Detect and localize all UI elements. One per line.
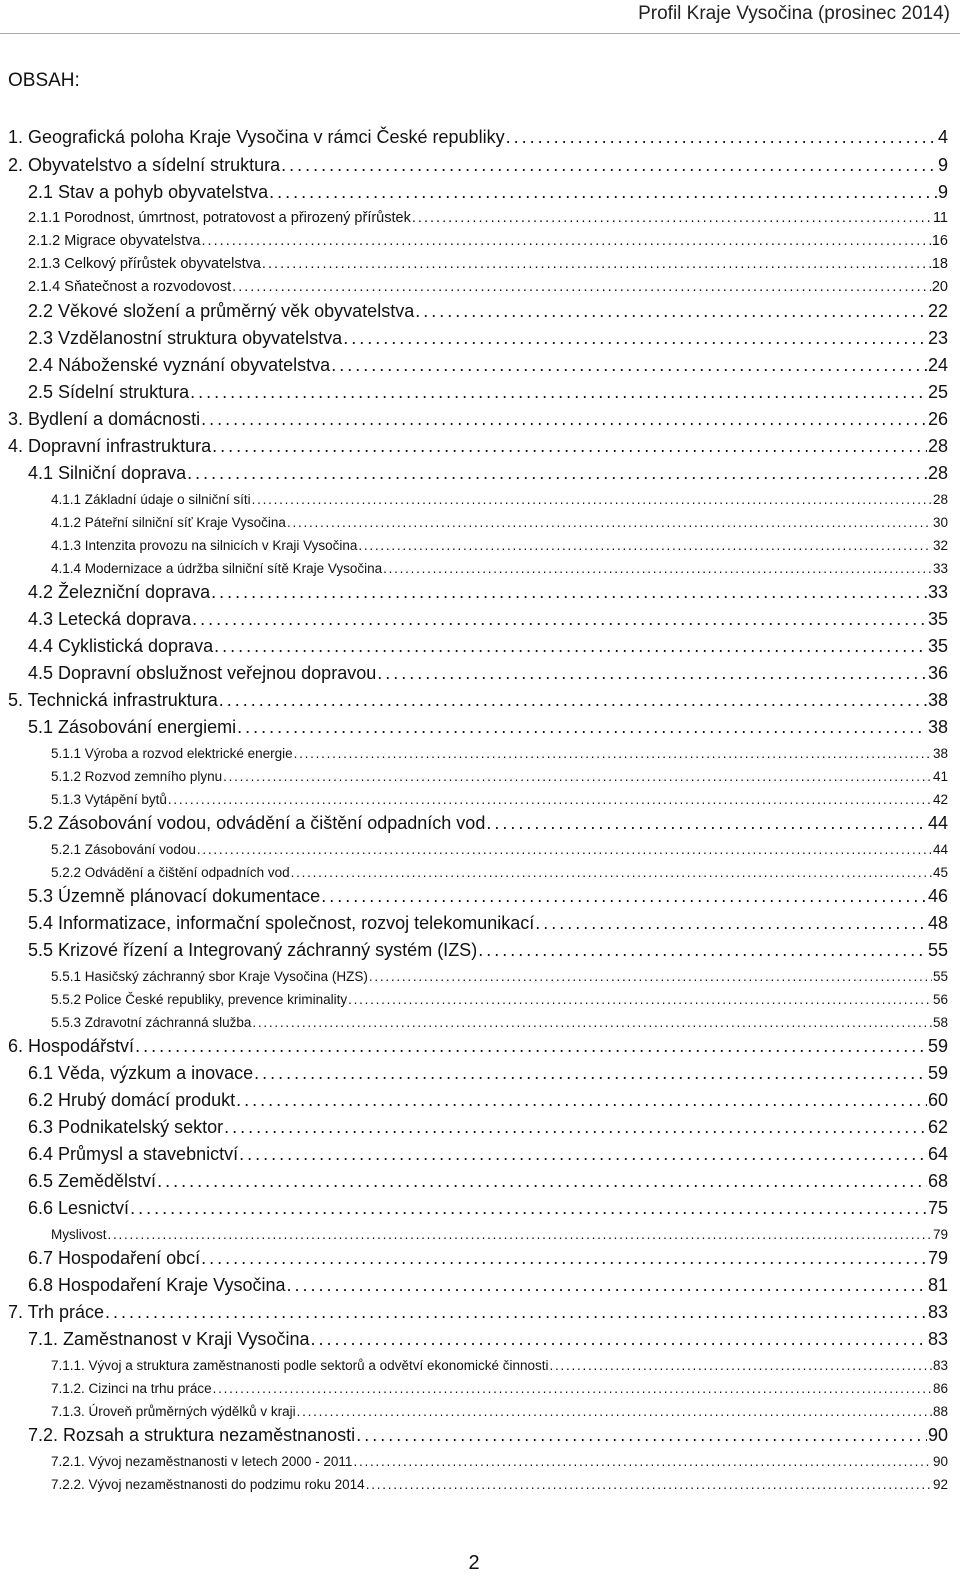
- toc-entry-page: 28: [927, 436, 948, 456]
- toc-entry-page: 35: [927, 609, 948, 629]
- toc-entry[interactable]: [0, 834, 948, 857]
- toc-leader-dots: [190, 382, 927, 403]
- toc-entry-label: 5.5 Krizové řízení a Integrovaný záchranný systém (IZS): [28, 940, 478, 960]
- toc-entry[interactable]: [0, 322, 948, 349]
- toc-entry[interactable]: [0, 1323, 948, 1350]
- toc-entry-page: 23: [927, 328, 948, 348]
- toc-entry[interactable]: [0, 148, 948, 176]
- toc-leader-dots: [130, 1198, 927, 1219]
- toc-leader-dots: [262, 256, 931, 272]
- toc-entry-page: 68: [927, 1171, 948, 1191]
- table-of-contents: [0, 120, 948, 1492]
- toc-entry-label: 6.7 Hospodaření obcí: [28, 1248, 201, 1268]
- toc-entry-label: 2.3 Vzdělanostní struktura obyvatelstva: [28, 328, 343, 348]
- toc-entry-page: 92: [932, 1477, 948, 1492]
- toc-leader-dots: [224, 1117, 927, 1138]
- toc-leader-dots: [415, 301, 927, 322]
- toc-entry-label: 7.1.2. Cizinci na trhu práce: [51, 1381, 212, 1396]
- toc-leader-dots: [343, 328, 927, 349]
- toc-entry-label: 2.1.3 Celkový přírůstek obyvatelstva: [28, 256, 261, 272]
- toc-entry[interactable]: [0, 1396, 948, 1419]
- toc-entry-label: 7. Trh práce: [8, 1302, 105, 1322]
- toc-leader-dots: [286, 1275, 926, 1296]
- toc-entry[interactable]: [0, 430, 948, 457]
- toc-entry-page: 24: [927, 355, 948, 375]
- toc-entry-label: 6.2 Hrubý domácí produkt: [28, 1090, 236, 1110]
- toc-entry-page: 9: [937, 182, 948, 202]
- toc-leader-dots: [412, 210, 932, 226]
- toc-entry-page: 38: [927, 690, 948, 710]
- toc-entry-label: 4.1 Silniční doprava: [28, 463, 187, 483]
- toc-entry[interactable]: [0, 272, 948, 295]
- toc-entry[interactable]: [0, 630, 948, 657]
- toc-entry[interactable]: [0, 711, 948, 738]
- toc-entry-label: 5.2.2 Odvádění a čištění odpadních vod: [51, 865, 290, 880]
- toc-entry-label: 5.5.2 Police České republiky, prevence kriminality: [51, 992, 348, 1007]
- toc-entry[interactable]: [0, 984, 948, 1007]
- toc-entry[interactable]: [0, 1446, 948, 1469]
- toc-entry[interactable]: [0, 603, 948, 630]
- toc-entry-label: 7.2. Rozsah a struktura nezaměstnanosti: [28, 1425, 356, 1445]
- toc-entry-page: 35: [927, 636, 948, 656]
- toc-entry-page: 42: [932, 792, 948, 807]
- toc-entry-label: 5.4 Informatizace, informační společnost, rozvoj telekomunikací: [28, 913, 535, 933]
- toc-leader-dots: [358, 538, 932, 553]
- toc-entry[interactable]: [0, 1165, 948, 1192]
- toc-entry[interactable]: [0, 530, 948, 553]
- toc-entry[interactable]: [0, 349, 948, 376]
- toc-entry-page: 64: [927, 1144, 948, 1164]
- toc-entry[interactable]: [0, 120, 948, 148]
- toc-entry-label: 7.1. Zaměstnanost v Kraji Vysočina: [28, 1329, 310, 1349]
- toc-entry[interactable]: [0, 880, 948, 907]
- toc-entry[interactable]: [0, 657, 948, 684]
- toc-leader-dots: [294, 746, 932, 761]
- toc-entry[interactable]: [0, 1219, 948, 1242]
- toc-entry-page: 55: [932, 969, 948, 984]
- toc-entry[interactable]: [0, 857, 948, 880]
- toc-entry-label: 5.2.1 Zásobování vodou: [51, 842, 196, 857]
- toc-entry-page: 44: [932, 842, 948, 857]
- toc-entry-page: 33: [927, 582, 948, 602]
- toc-entry[interactable]: [0, 295, 948, 322]
- toc-entry-label: 5.1.3 Vytápění bytů: [51, 792, 167, 807]
- toc-entry-label: 4. Dopravní infrastruktura: [8, 436, 212, 456]
- toc-entry-label: 2.1.4 Sňatečnost a rozvodovost: [28, 279, 232, 295]
- toc-leader-dots: [550, 1358, 932, 1373]
- toc-entry[interactable]: [0, 1007, 948, 1030]
- toc-entry-label: 2.5 Sídelní struktura: [28, 382, 190, 402]
- toc-leader-dots: [486, 813, 927, 834]
- toc-entry-page: 32: [932, 538, 948, 553]
- toc-entry-label: 4.4 Cyklistická doprava: [28, 636, 214, 656]
- toc-entry[interactable]: [0, 1057, 948, 1084]
- toc-leader-dots: [348, 992, 932, 1007]
- toc-entry-page: 86: [932, 1381, 948, 1396]
- toc-entry-label: 4.1.1 Základní údaje o silniční síti: [51, 492, 251, 507]
- toc-entry-label: 4.1.4 Modernizace a údržba silniční sítě Kraje Vysočina: [51, 561, 383, 576]
- toc-entry-page: 44: [927, 813, 948, 833]
- toc-entry-label: 7.1.1. Vývoj a struktura zaměstnanosti podle sektorů a odvětví ekonomické činnosti: [51, 1358, 549, 1373]
- toc-entry-page: 55: [927, 940, 948, 960]
- toc-leader-dots: [212, 436, 927, 457]
- toc-entry-label: 2.1.1 Porodnost, úmrtnost, potratovost a přirozený přírůstek: [28, 210, 411, 226]
- toc-entry-page: 30: [932, 515, 948, 530]
- toc-leader-dots: [369, 969, 932, 984]
- toc-leader-dots: [291, 865, 932, 880]
- header-divider: [0, 33, 960, 34]
- toc-entry[interactable]: [0, 203, 948, 226]
- toc-leader-dots: [232, 279, 931, 295]
- toc-entry-label: 5. Technická infrastruktura: [8, 690, 218, 710]
- toc-entry[interactable]: [0, 553, 948, 576]
- toc-entry-label: 5.1.1 Výroba a rozvod elektrické energie: [51, 746, 293, 761]
- toc-entry-label: 5.2 Zásobování vodou, odvádění a čištění odpadních vod: [28, 813, 486, 833]
- toc-leader-dots: [506, 127, 937, 148]
- toc-entry[interactable]: [0, 457, 948, 484]
- toc-entry-page: 18: [931, 256, 948, 272]
- toc-entry-page: 79: [927, 1248, 948, 1268]
- toc-entry[interactable]: [0, 684, 948, 711]
- toc-leader-dots: [281, 155, 937, 176]
- toc-leader-dots: [321, 886, 927, 907]
- toc-entry-page: 28: [927, 463, 948, 483]
- toc-entry[interactable]: [0, 1138, 948, 1165]
- toc-entry-page: 45: [932, 865, 948, 880]
- toc-entry-label: 4.1.3 Intenzita provozu na silnicích v Kraji Vysočina: [51, 538, 358, 553]
- toc-entry[interactable]: [0, 784, 948, 807]
- toc-leader-dots: [366, 1477, 932, 1492]
- toc-entry-page: 59: [927, 1063, 948, 1083]
- toc-entry-label: 4.3 Letecká doprava: [28, 609, 192, 629]
- toc-leader-dots: [157, 1171, 927, 1192]
- toc-leader-dots: [535, 913, 927, 934]
- toc-entry[interactable]: [0, 1373, 948, 1396]
- toc-entry-page: 22: [927, 301, 948, 321]
- toc-entry-label: 4.5 Dopravní obslužnost veřejnou dopravou: [28, 663, 377, 683]
- toc-entry[interactable]: [0, 1030, 948, 1057]
- toc-entry-page: 79: [932, 1227, 948, 1242]
- toc-entry[interactable]: [0, 1296, 948, 1323]
- toc-leader-dots: [356, 1425, 927, 1446]
- toc-title: OBSAH:: [8, 70, 80, 91]
- toc-entry-page: 38: [927, 717, 948, 737]
- toc-entry-page: 9: [937, 155, 948, 175]
- toc-leader-dots: [383, 561, 932, 576]
- toc-leader-dots: [187, 463, 927, 484]
- toc-entry[interactable]: [0, 1269, 948, 1296]
- toc-entry-label: Myslivost: [51, 1227, 107, 1242]
- toc-leader-dots: [252, 492, 932, 507]
- toc-entry[interactable]: [0, 176, 948, 203]
- toc-entry[interactable]: [0, 576, 948, 603]
- toc-entry[interactable]: [0, 1350, 948, 1373]
- toc-entry-label: 6.3 Podnikatelský sektor: [28, 1117, 224, 1137]
- toc-entry-page: 41: [932, 769, 948, 784]
- toc-entry-page: 26: [927, 409, 948, 429]
- page-number: 2: [468, 1552, 480, 1574]
- toc-entry[interactable]: [0, 1469, 948, 1492]
- toc-leader-dots: [331, 355, 927, 376]
- toc-entry-page: 46: [927, 886, 948, 906]
- toc-entry-label: 2.2 Věkové složení a průměrný věk obyvatelstva: [28, 301, 415, 321]
- toc-entry[interactable]: [0, 249, 948, 272]
- toc-entry-page: 36: [927, 663, 948, 683]
- toc-leader-dots: [105, 1302, 927, 1323]
- toc-entry[interactable]: [0, 507, 948, 530]
- toc-leader-dots: [478, 940, 927, 961]
- toc-entry[interactable]: [0, 376, 948, 403]
- toc-entry-label: 7.2.1. Vývoj nezaměstnanosti v letech 2000 - 2011: [51, 1454, 353, 1469]
- toc-leader-dots: [237, 717, 927, 738]
- toc-entry-page: 81: [927, 1275, 948, 1295]
- toc-leader-dots: [297, 1404, 932, 1419]
- toc-leader-dots: [353, 1454, 932, 1469]
- toc-entry-label: 2.1 Stav a pohyb obyvatelstva: [28, 182, 269, 202]
- toc-leader-dots: [108, 1227, 932, 1242]
- toc-leader-dots: [213, 1381, 932, 1396]
- toc-leader-dots: [201, 409, 927, 430]
- toc-entry-page: 83: [932, 1358, 948, 1373]
- toc-entry-label: 1. Geografická poloha Kraje Vysočina v rámci České republiky: [8, 127, 505, 147]
- toc-entry-label: 6. Hospodářství: [8, 1036, 135, 1056]
- toc-leader-dots: [377, 663, 927, 684]
- toc-entry-label: 6.1 Věda, výzkum a inovace: [28, 1063, 254, 1083]
- toc-entry-page: 59: [927, 1036, 948, 1056]
- toc-leader-dots: [287, 515, 932, 530]
- toc-entry[interactable]: [0, 934, 948, 961]
- toc-leader-dots: [219, 690, 927, 711]
- toc-entry-page: 38: [932, 746, 948, 761]
- toc-entry-label: 7.1.3. Úroveň průměrných výdělků v kraji: [51, 1404, 296, 1419]
- toc-entry-page: 20: [931, 279, 948, 295]
- toc-entry-label: 6.5 Zemědělství: [28, 1171, 157, 1191]
- toc-leader-dots: [211, 582, 927, 603]
- toc-entry[interactable]: [0, 1084, 948, 1111]
- toc-entry-label: 2. Obyvatelstvo a sídelní struktura: [8, 155, 281, 175]
- page-header-title: Profil Kraje Vysočina (prosinec 2014): [638, 3, 950, 24]
- toc-entry-label: 4.2 Železniční doprava: [28, 582, 211, 602]
- toc-entry-label: 7.2.2. Vývoj nezaměstnanosti do podzimu roku 2014: [51, 1477, 365, 1492]
- toc-entry-label: 6.6 Lesnictví: [28, 1198, 130, 1218]
- toc-entry-page: 60: [927, 1090, 948, 1110]
- toc-entry[interactable]: [0, 961, 948, 984]
- toc-leader-dots: [135, 1036, 927, 1057]
- toc-leader-dots: [269, 182, 937, 203]
- toc-entry-page: 56: [932, 992, 948, 1007]
- toc-entry[interactable]: [0, 226, 948, 249]
- toc-leader-dots: [214, 636, 927, 657]
- toc-leader-dots: [236, 1090, 927, 1111]
- toc-entry-label: 5.5.1 Hasičský záchranný sbor Kraje Vysočina (HZS): [51, 969, 368, 984]
- toc-entry-label: 4.1.2 Páteřní silniční síť Kraje Vysočina: [51, 515, 286, 530]
- toc-leader-dots: [201, 233, 930, 249]
- toc-leader-dots: [310, 1329, 927, 1350]
- toc-leader-dots: [239, 1144, 927, 1165]
- toc-leader-dots: [223, 769, 932, 784]
- toc-entry-label: 5.1 Zásobování energiemi: [28, 717, 237, 737]
- toc-entry-label: 3. Bydlení a domácnosti: [8, 409, 201, 429]
- toc-leader-dots: [201, 1248, 927, 1269]
- toc-leader-dots: [197, 842, 932, 857]
- toc-entry-label: 5.3 Územně plánovací dokumentace: [28, 886, 321, 906]
- toc-entry[interactable]: [0, 761, 948, 784]
- toc-entry-page: 75: [927, 1198, 948, 1218]
- toc-entry-page: 28: [932, 492, 948, 507]
- toc-entry-page: 83: [927, 1329, 948, 1349]
- toc-entry[interactable]: [0, 1242, 948, 1269]
- toc-entry-label: 6.4 Průmysl a stavebnictví: [28, 1144, 239, 1164]
- toc-entry[interactable]: [0, 738, 948, 761]
- toc-entry-label: 6.8 Hospodaření Kraje Vysočina: [28, 1275, 286, 1295]
- toc-entry[interactable]: [0, 1111, 948, 1138]
- toc-entry-page: 90: [927, 1425, 948, 1445]
- toc-entry-page: 16: [931, 233, 948, 249]
- toc-entry-label: 2.1.2 Migrace obyvatelstva: [28, 233, 201, 249]
- toc-entry-page: 11: [932, 210, 948, 226]
- toc-leader-dots: [192, 609, 927, 630]
- toc-entry-page: 25: [927, 382, 948, 402]
- toc-entry-page: 48: [927, 913, 948, 933]
- toc-entry[interactable]: [0, 907, 948, 934]
- toc-entry-page: 83: [927, 1302, 948, 1322]
- toc-entry-page: 33: [932, 561, 948, 576]
- toc-entry-page: 4: [937, 127, 948, 147]
- toc-leader-dots: [252, 1015, 932, 1030]
- toc-entry[interactable]: [0, 807, 948, 834]
- toc-entry[interactable]: [0, 484, 948, 507]
- toc-entry[interactable]: [0, 403, 948, 430]
- toc-entry-page: 90: [932, 1454, 948, 1469]
- toc-leader-dots: [168, 792, 932, 807]
- toc-entry-page: 88: [932, 1404, 948, 1419]
- toc-entry-label: 5.5.3 Zdravotní záchranná služba: [51, 1015, 252, 1030]
- toc-leader-dots: [254, 1063, 927, 1084]
- toc-entry-label: 2.4 Náboženské vyznání obyvatelstva: [28, 355, 331, 375]
- toc-entry-page: 58: [932, 1015, 948, 1030]
- toc-entry-page: 62: [927, 1117, 948, 1137]
- toc-entry-label: 5.1.2 Rozvod zemního plynu: [51, 769, 223, 784]
- toc-entry[interactable]: [0, 1419, 948, 1446]
- toc-entry[interactable]: [0, 1192, 948, 1219]
